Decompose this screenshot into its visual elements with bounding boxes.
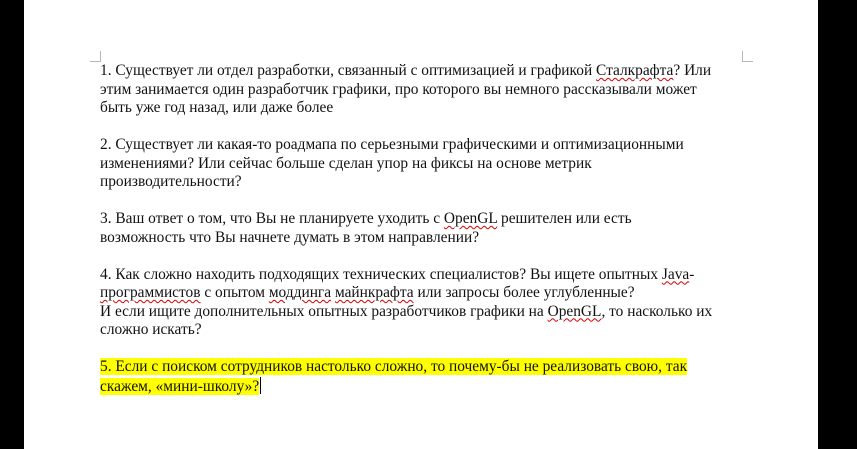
text-run: или запросы более углубленные?	[413, 284, 635, 301]
paragraph-5[interactable]	[100, 358, 760, 396]
text-run: И если ищите дополнительных опытных разработчиков графики на	[100, 302, 548, 320]
text-run: сложно искать?	[100, 321, 202, 338]
highlighted-text	[100, 378, 259, 395]
line-content	[100, 155, 592, 172]
spellcheck-flagged-word: Сталкрафта	[596, 62, 674, 79]
text-line	[100, 229, 760, 248]
text-run: 3. Ваш ответ о том, что Вы не планируете уходить с	[100, 210, 444, 227]
paragraph-3[interactable]	[100, 210, 760, 247]
text-run: изменениями? Или сейчас больше сделан упор на фиксы на основе метрик	[100, 154, 592, 172]
text-run: 1. Существует ли отдел разработки, связанный с оптимизацией и графикой	[100, 62, 597, 79]
text-line	[100, 358, 760, 377]
spellcheck-flagged-word: Java	[661, 265, 690, 283]
text-run: 5. Если с поиском сотрудников настолько сложно, то почему-бы не реализовать свою, так	[100, 358, 688, 375]
text-line	[100, 81, 760, 100]
margin-corner-mark-top-right	[742, 51, 753, 62]
document-body-text[interactable]	[100, 62, 760, 415]
text-line	[100, 136, 760, 155]
line-content	[100, 210, 632, 227]
document-page[interactable]	[24, 0, 818, 449]
line-content	[100, 99, 333, 116]
text-line	[100, 284, 760, 303]
text-run: возможность что Вы начнете думать в этом направлении?	[100, 228, 480, 246]
text-run: этим занимается один разработчик графики, про которого вы немного рассказывали может	[100, 80, 697, 98]
text-run: 2. Существует ли какая-то роадмапа по серьезными графическими и оптимизационными	[100, 136, 684, 153]
line-content	[100, 266, 694, 283]
spellcheck-flagged-word: майнкрафта	[334, 284, 414, 301]
text-line	[100, 266, 760, 285]
text-run: -	[689, 265, 695, 283]
text-run: быть уже год назад, или даже более	[100, 99, 334, 116]
text-run: 4. Как сложно находить подходящих технических специалистов? Вы ищете опытных	[100, 265, 662, 283]
text-line	[100, 173, 760, 192]
text-line	[100, 210, 760, 229]
spellcheck-flagged-word: программистов	[100, 284, 201, 301]
margin-corner-mark-top-left	[90, 51, 101, 62]
line-content	[100, 284, 635, 301]
line-content	[100, 321, 202, 338]
text-line	[100, 303, 760, 322]
paragraph-2[interactable]	[100, 136, 760, 192]
spellcheck-flagged-word: OpenGL	[547, 302, 602, 320]
text-line	[100, 321, 760, 340]
text-run: , то насколько их	[601, 302, 713, 320]
text-run: с опытом	[200, 284, 269, 301]
text-run: решителен или есть	[497, 210, 632, 227]
line-content	[100, 62, 711, 79]
text-run: ? Или	[673, 62, 712, 79]
text-cursor	[260, 377, 261, 394]
highlighted-text	[100, 358, 687, 375]
text-line	[100, 155, 760, 174]
line-content	[100, 81, 697, 98]
text-line	[100, 62, 760, 81]
spellcheck-flagged-word: OpenGL	[443, 210, 498, 227]
text-run: производительности?	[100, 173, 242, 190]
line-content	[100, 303, 712, 320]
paragraph-1[interactable]	[100, 62, 760, 118]
text-line	[100, 377, 760, 397]
line-content	[100, 229, 479, 246]
paragraph-4[interactable]	[100, 266, 760, 340]
text-run: скажем, «мини-школу»?	[100, 377, 260, 395]
spellcheck-flagged-word: моддинга	[268, 284, 332, 301]
line-content	[100, 136, 684, 153]
text-line	[100, 99, 760, 118]
line-content	[100, 173, 242, 190]
